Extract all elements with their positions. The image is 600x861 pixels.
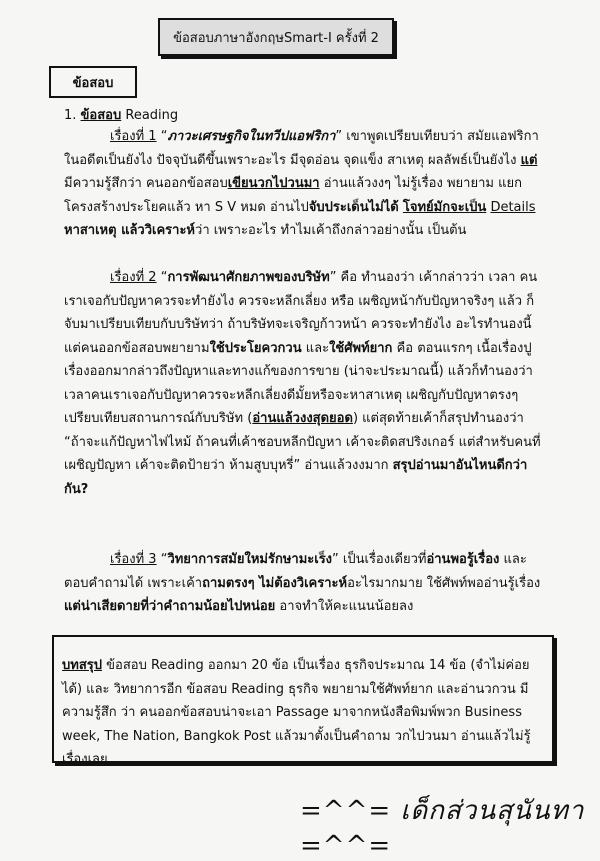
text: ว่า เพราะอะไร ทำไมเค้าถึงกล่าวอย่างนั้น เป็นต้น — [195, 223, 467, 238]
reading-heading-rest: Reading — [121, 108, 179, 123]
story-1-paragraph — [64, 125, 544, 243]
text: คือ ตอนแรกๆ เนื้อเรื่องปู เรื่องออกมากล่าวถึงปัญหาและทางแก้ของการขาย (น่าจะประมาณนี้) แล้วก็ทำนองว่า เวลาคนเราเจอกับปัญหาควรจะหลีกเลี่ยงดีมั้ยหรือจะหาสาเหตุ เผชิญกับปัญหาตรงๆ เปรียบเทียบสถานการณ์กับบริษัท ( — [64, 340, 533, 426]
emphasis: แต่น่าเสียดายที่ว่าคำถามน้อยไปหน่อย — [64, 599, 276, 614]
emphasis: โจทย์มักจะเป็น — [402, 199, 487, 215]
emphasis: อ่านแล้วงงสุดยอด — [252, 411, 353, 426]
text: ” เขาพูดเปรียบเทียบว่า สมัยแอฟริกา ในอดีตเป็นยังไง ปัจจุบันดีขึ้นเพราะอะไร มีจุดอ่อน จุดแข็ง สาเหตุ ผลลัพธ์เป็นยังไง — [64, 129, 539, 168]
text: ” คือ ทำนองว่า เค้ากล่าวว่า เวลา คนเราเจอกับปัญหาควรจะทำยังไง ควรจะหลีกเลี่ยง หรือ เผชิญหน้ากับปัญหาจริงๆ แล้ว ก็จับมาเปรียบเทียบกับบริษัทว่า ถ้าบริษัทจะเจริญก้าวหน้า ควรจะทำยังไง อะไรทำนองนี้ แต่คนออกข้อสอบพยายาม — [64, 270, 538, 356]
section-label: ข้อสอบ — [72, 75, 114, 91]
emphasis: อ่านพอรู้เรื่อง — [426, 552, 500, 567]
details-word: Details — [490, 199, 536, 215]
text: “ — [156, 552, 168, 567]
text: “ — [156, 270, 168, 285]
emphasis: ถามตรงๆ ไม่ต้องวิเคราะห์ — [202, 575, 348, 591]
story-2-topic: การพัฒนาศักยภาพของบริษัท — [167, 270, 330, 285]
conclusion-paragraph — [62, 654, 542, 772]
emphasis: แต่ — [520, 152, 538, 168]
reading-number: 1. — [64, 108, 77, 123]
text: และ ตอบคำถามได้ เพราะเค้า — [64, 552, 527, 591]
emphasis: ใช้ศัพท์ยาก — [329, 340, 393, 356]
story-3-topic: วิทยาการสมัยใหม่รักษามะเร็ง — [167, 552, 333, 567]
story-3-paragraph — [64, 548, 544, 619]
text: ” เป็นเรื่องเดียวที่ — [332, 552, 427, 567]
emphasis: หาสาเหตุ แล้ววิเคราะห์ — [64, 223, 196, 238]
text: และ — [301, 340, 330, 356]
text: อะไรมากมาย ใช้ศัพท์พออ่านรู้เรื่อง — [347, 575, 541, 591]
document-title: ข้อสอบภาษาอังกฤษSmart-I ครั้งที่ 2 — [173, 30, 379, 46]
reading-heading — [64, 104, 544, 128]
document-title-box — [158, 18, 394, 56]
conclusion-text: ข้อสอบ Reading ออกมา 20 ข้อ เป็นเรื่อง ธุรกิจประมาณ 14 ข้อ (จำไม่ค่อยได้) และ วิทยาการอีก ข้อสอบ Reading ธุรกิจ พยายามใช้ศัพท์ยาก และอ่านวกวน มีความรู้สึก ว่า คนออกข้อสอบน่าจะเอา Passage มาจากหนังสือพิมพ์พวก Business week, The Nation, Bangkok Post แล้วมาตั้งเป็นคำถาม วกไปวนมา อ่านแล้วไม่รู้เรื่องเลย — [62, 658, 531, 767]
conclusion-label: บทสรุป — [62, 658, 102, 673]
emphasis: สรุปอ่านมาอันไหนดีกว่ากัน? — [64, 458, 528, 497]
handwritten-signature: =^^= เด็กส่วนสุนันทา =^^= — [300, 796, 585, 861]
text: ) แต่สุดท้ายเค้าก็สรุปทำนองว่า “ถ้าจะแก้ปัญหาไฟไหม้ ถ้าคนที่เค้าชอบหลีกปัญหา เค้าจะติดสปริงเกอร์ แต่สำหรับคนที่ เผชิญปัญหา เค้าจะติดป้ายว่า ห้ามสูบบุหรี่” อ่านแล้วงงมาก — [64, 411, 541, 473]
text: มีความรู้สึกว่า คนออกข้อสอบ — [64, 176, 228, 191]
story-2-paragraph — [64, 266, 544, 501]
section-label-box — [49, 66, 137, 98]
emphasis: เขียนวกไปวนมา — [227, 176, 320, 191]
story-3-label: เรื่องที่ 3 — [110, 552, 157, 567]
emphasis: ใช้ประโยควกวน — [209, 340, 302, 356]
story-1-label: เรื่องที่ 1 — [110, 129, 157, 144]
reading-heading-underlined: ข้อสอบ — [80, 108, 122, 123]
story-1-topic: ภาวะเศรษฐกิจในทวีปแอฟริกา — [167, 129, 336, 144]
text: อาจทำให้คะแนนน้อยลง — [275, 599, 414, 614]
story-2-label: เรื่องที่ 2 — [110, 270, 157, 285]
text: “ — [156, 129, 168, 144]
emphasis: จับประเด็นไม่ได้ — [308, 199, 399, 215]
text: อ่านแล้วงงๆ ไม่รู้เรื่อง พยายาม แยกโครงสร้างประโยคแล้ว หา S V หมด อ่านไป — [64, 176, 522, 215]
